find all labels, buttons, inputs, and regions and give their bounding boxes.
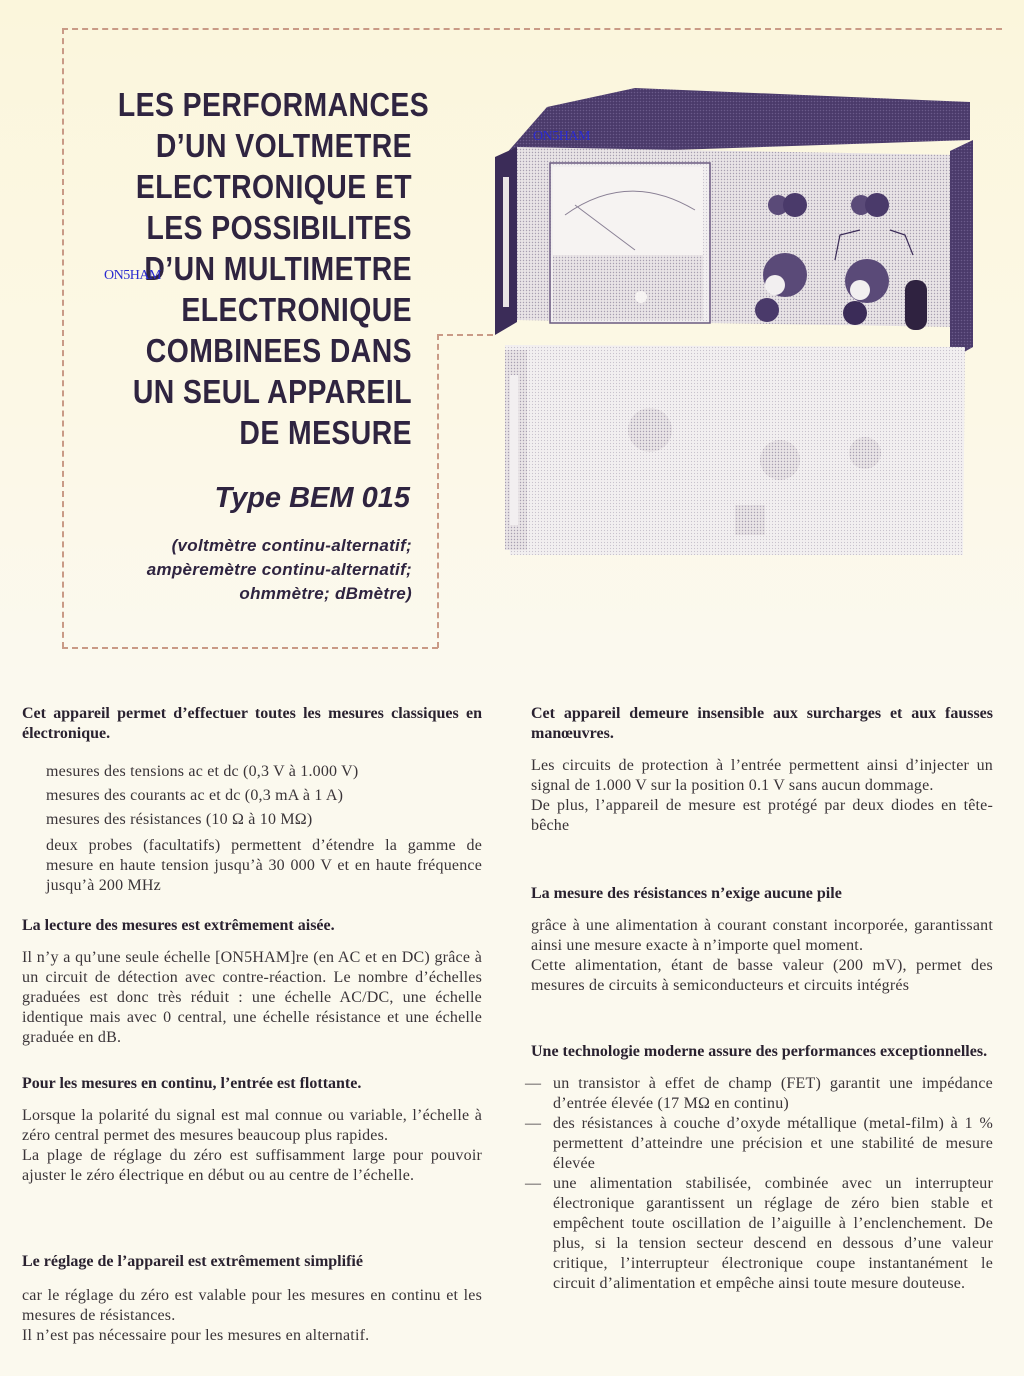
section-paragraph: De plus, l’appareil de mesure est protégé par deux diodes en tête-bêche — [531, 797, 993, 834]
section-resistance — [531, 884, 993, 996]
section-heading: Le réglage de l’appareil est extrêmement simplifié — [22, 1253, 363, 1270]
section-heading: La mesure des résistances n’exige aucune pile — [531, 885, 842, 902]
list-item: mesures des résistances (10 Ω à 10 MΩ) — [46, 811, 313, 828]
section-measures — [22, 704, 482, 896]
model-subtitle — [60, 534, 412, 606]
model-type-prefix: Type — [214, 482, 282, 514]
headline-line: COMBINEES DANS — [145, 332, 412, 369]
section-paragraph: Il n’est pas nécessaire pour les mesures en alternatif. — [22, 1327, 370, 1344]
list-item: deux probes (facultatifs) permettent d’étendre la gamme de mesure en haute tension jusqu’à 30 000 V et en haute fréquence jusqu’à 200 MHz — [46, 837, 482, 894]
list-item: mesures des courants ac et dc (0,3 mA à 1 A) — [46, 787, 344, 804]
model-number: BEM 015 — [289, 482, 410, 514]
section-paragraph: Il n’y a qu’une seule échelle [ON5HAM]re (en AC et en DC) grâce à un circuit de détection avec contre-réaction. Le nombre d’échelles graduées est donc très réduit : une échelle AC/DC, une échelle identique mais avec 0 central, une échelle résistance et une échelle graduée en dB. — [22, 949, 482, 1046]
list-item: mesures des tensions ac et dc (0,3 V à 1.000 V) — [46, 763, 359, 780]
subtitle-line: ohmmètre; dBmètre) — [239, 584, 412, 603]
watermark-photo: ON5HAM — [533, 129, 590, 144]
headline-line: ELECTRONIQUE ET — [135, 168, 412, 205]
section-heading: Cet appareil demeure insensible aux surcharges et aux fausses manœuvres. — [531, 705, 993, 742]
dash-bullet: — — [525, 1075, 542, 1092]
section-paragraph: Cette alimentation, étant de basse valeur (200 mV), permet des mesures de circuits à semiconducteurs et circuits intégrés — [531, 957, 993, 994]
technology-list — [525, 1074, 993, 1294]
section-overload — [531, 704, 993, 836]
headline-line: DE MESURE — [239, 414, 412, 451]
section-heading: Une technologie moderne assure des performances exceptionnelles. — [531, 1043, 988, 1060]
section-technology — [525, 1042, 993, 1294]
input-terminal — [755, 298, 779, 322]
headline — [117, 84, 430, 453]
section-paragraph: La plage de réglage du zéro est suffisamment large pour pouvoir ajuster le zéro électrique en début ou au centre de l’échelle. — [22, 1147, 482, 1184]
headline-line: UN SEUL APPAREIL — [132, 373, 413, 410]
frame-top-dash — [62, 28, 1002, 30]
section-paragraph: grâce à une alimentation à courant constant incorporée, garantissant ainsi une mesure exacte à n’importe quel moment. — [531, 917, 993, 954]
frame-bottom-dash — [62, 647, 438, 649]
headline-line: D’UN MULTIMETRE — [144, 250, 412, 287]
probe-socket — [905, 280, 927, 330]
section-heading: Pour les mesures en continu, l’entrée est flottante. — [22, 1075, 362, 1092]
dash-bullet: — — [525, 1175, 542, 1192]
dash-bullet: — — [525, 1115, 542, 1132]
section-paragraph: Lorsque la polarité du signal est mal connue ou variable, l’échelle à zéro central permet des mesures beaucoup plus rapides. — [22, 1107, 482, 1144]
headline-line: LES POSSIBILITES — [146, 209, 412, 246]
frame-inner-dash — [437, 334, 493, 336]
right-handle — [950, 140, 973, 360]
section-adjustment — [22, 1252, 482, 1346]
instrument-photo — [495, 85, 995, 565]
subtitle-line: (voltmètre continu-alternatif; — [171, 536, 412, 555]
list-item: — un transistor à effet de champ (FET) garantit une impédance d’entrée élevée (17 MΩ en continu) — [525, 1075, 993, 1112]
section-reading — [22, 916, 482, 1048]
headline-line: D’UN VOLTMETRE — [155, 127, 412, 164]
section-heading: La lecture des mesures est extrêmement aisée. — [22, 917, 335, 934]
knob — [783, 193, 807, 217]
list-item: — une alimentation stabilisée, combinée avec un interrupteur électronique garantissent un réglage de zéro bien stable et empêchent toute oscillation de l’aiguille à l’enclenchement. De plus, si la tension secteur descend en dessous d’une valeur critique, l’interrupteur électronique coupe instantanément le circuit d’alimentation et empêche ainsi toute mesure douteuse. — [525, 1175, 993, 1292]
knob — [865, 193, 889, 217]
input-terminal — [843, 301, 867, 325]
list-item: — des résistances à couche d’oxyde métallique (metal-film) à 1 % permettent d’atteindre une précision et une stabilité de mesure élevée — [525, 1115, 993, 1172]
measure-list — [22, 760, 482, 896]
frame-right-dash — [437, 334, 439, 648]
headline-line: LES PERFORMANCES — [117, 86, 430, 123]
section-paragraph: Les circuits de protection à l’entrée permettent ainsi d’injecter un signal de 1.000 V sur la position 0.1 V sans aucun dommage. — [531, 757, 993, 794]
subtitle-line: ampèremètre continu-alternatif; — [146, 560, 412, 579]
watermark-headline: ON5HAM — [104, 268, 161, 283]
headline-line: ELECTRONIQUE — [181, 291, 412, 328]
model-type — [100, 482, 410, 515]
section-floating-input — [22, 1074, 482, 1186]
section-paragraph: car le réglage du zéro est valable pour les mesures en continu et les mesures de résistances. — [22, 1287, 482, 1324]
section-heading: Cet appareil permet d’effectuer toutes les mesures classiques en électronique. — [22, 705, 482, 742]
